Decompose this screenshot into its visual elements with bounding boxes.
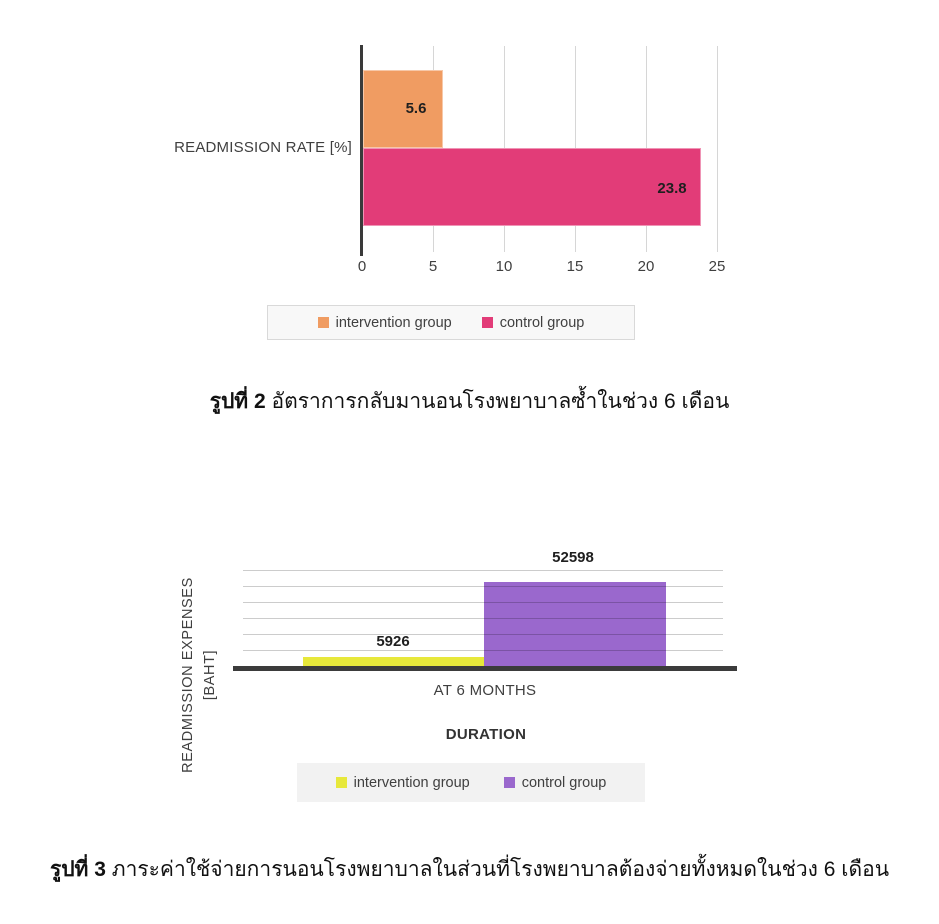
gridline	[243, 634, 723, 635]
figure3-caption-text: ภาระค่าใช้จ่ายการนอนโรงพยาบาลในส่วนที่โรงพยาบาลต้องจ่ายทั้งหมดในช่วง 6 เดือน	[105, 858, 890, 881]
legend-label: control group	[499, 314, 585, 331]
legend-item-control	[482, 315, 585, 331]
x-axis-title: DURATION	[445, 726, 527, 743]
category-axis-line	[233, 666, 737, 671]
legend-item-control	[504, 775, 607, 791]
category-tick-label: AT 6 MONTHS	[433, 682, 537, 699]
category-axis-label: READMISSION RATE [%]	[174, 139, 352, 156]
bar-value-label: 5.6	[405, 100, 427, 117]
intervention-color-swatch-icon	[318, 317, 329, 328]
x-tick-label: 15	[566, 258, 584, 275]
bar-value-label: 52598	[552, 549, 594, 566]
x-tick-label: 5	[428, 258, 438, 275]
gridline	[717, 46, 718, 252]
legend-label: intervention group	[353, 774, 470, 791]
legend	[267, 305, 635, 340]
gridline	[243, 650, 723, 651]
gridline	[243, 570, 723, 571]
legend-item-intervention	[318, 315, 452, 331]
y-axis-title-line2: [BAHT]	[202, 649, 218, 701]
legend-label: control group	[521, 774, 607, 791]
figure3-caption-number: รูปที่ 3	[49, 858, 106, 881]
legend	[297, 763, 645, 802]
value-axis-line	[360, 45, 363, 256]
figure2-caption	[0, 385, 939, 418]
readmission-rate-chart	[0, 0, 939, 331]
x-tick-label: 0	[357, 258, 367, 275]
legend-label: intervention group	[335, 314, 452, 331]
x-tick-label: 20	[637, 258, 655, 275]
legend-item-intervention	[336, 775, 470, 791]
bar-value-label: 23.8	[657, 180, 687, 197]
bar-value-label: 5926	[376, 633, 410, 650]
x-tick-label: 10	[495, 258, 513, 275]
figure2-caption-number: รูปที่ 2	[209, 390, 266, 413]
intervention-color-swatch-icon	[336, 777, 347, 788]
control-color-swatch-icon	[504, 777, 515, 788]
gridline	[243, 618, 723, 619]
figure3-caption	[0, 853, 939, 886]
control-color-swatch-icon	[482, 317, 493, 328]
bar-intervention-group	[303, 657, 484, 666]
y-axis-title	[177, 560, 223, 790]
bar-control-group	[484, 582, 666, 666]
gridline	[243, 602, 723, 603]
gridline	[243, 586, 723, 587]
figure2-caption-text: อัตราการกลับมานอนโรงพยาบาลซ้ำในช่วง 6 เดือน	[265, 390, 730, 413]
x-tick-label: 25	[708, 258, 726, 275]
y-axis-title-line1: READMISSION EXPENSES	[180, 577, 196, 773]
